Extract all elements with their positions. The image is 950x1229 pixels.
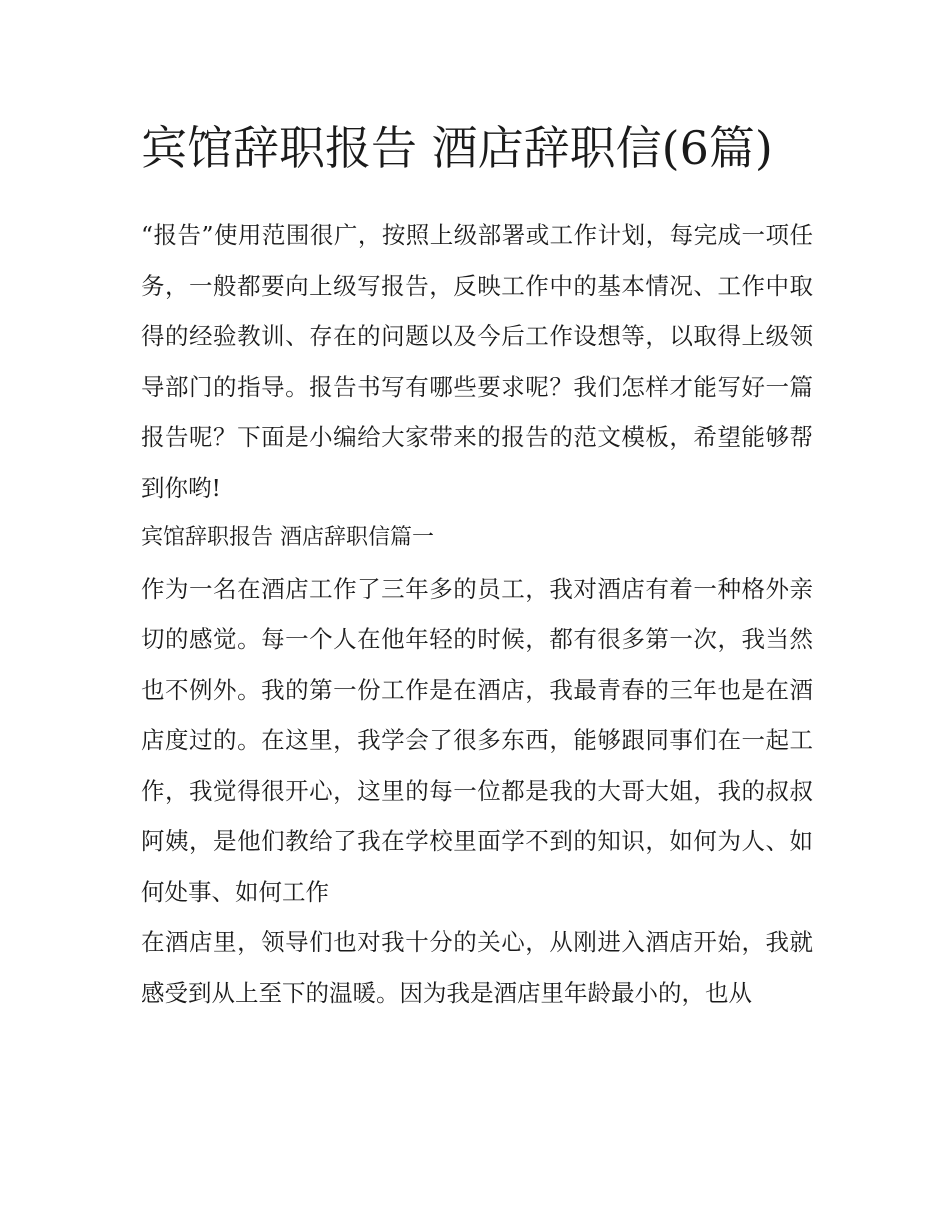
- intro-paragraph: “报告”使用范围很广，按照上级部署或工作计划，每完成一项任务，一般都要向上级写报告，反映工作中的基本情况、工作中取得的经验教训、存在的问题以及今后工作设想等，以取得上级领导部门的指导。报告书写有哪些要求呢？我们怎样才能写好一篇报告呢？下面是小编给大家带来的报告的范文模板，希望能够帮到你哟!: [141, 221, 813, 502]
- document-page: [141, 110, 813, 1018]
- body-paragraph-1: 作为一名在酒店工作了三年多的员工，我对酒店有着一种格外亲切的感觉。每一个人在他年轻的时候，都有很多第一次，我当然也不例外。我的第一份工作是在酒店，我最青春的三年也是在酒店度过的。在这里，我学会了很多东西，能够跟同事们在一起工作，我觉得很开心，这里的每一位都是我的大哥大姐，我的叔叔阿姨，是他们教给了我在学校里面学不到的知识，如何为人、如何处事、如何工作: [141, 574, 813, 906]
- section-heading: 宾馆辞职报告 酒店辞职信篇一: [141, 525, 434, 550]
- document-title: 宾馆辞职报告 酒店辞职信(6篇): [141, 121, 773, 175]
- body-paragraph-2: 在酒店里，领导们也对我十分的关心，从刚进入酒店开始，我就感受到从上至下的温暖。因为我是酒店里年龄最小的，也从: [141, 928, 813, 1007]
